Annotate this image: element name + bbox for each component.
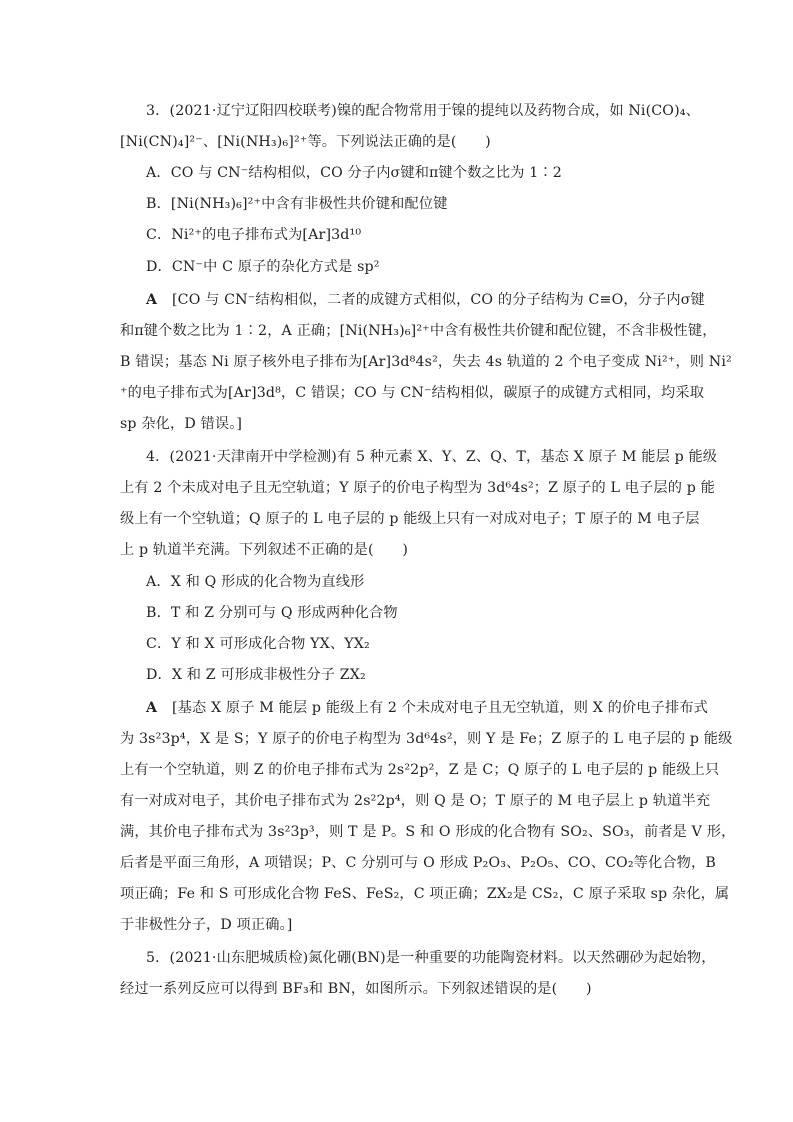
q4-stem-line-2: 上有 2 个未成对电子且无空轨道；Y 原子的价电子构型为 3d⁶4s²；Z 原子的 L 电子层的 p 能	[120, 480, 715, 496]
q3-option-b: B．[Ni(NH₃)₆]²⁺中含有非极性共价键和配位键	[146, 196, 448, 212]
q4-stem-line-3: 级上有一个空轨道；Q 原子的 L 电子层的 p 能级上只有一对成对电子；T 原子的 M 电子层	[120, 511, 700, 527]
q3-answer-letter: A	[146, 292, 158, 308]
q3-stem-line-1: 3．(2021·辽宁辽阳四校联考)镍的配合物常用于镍的提纯以及药物合成，如 Ni(CO)₄、	[146, 103, 700, 119]
q4-explanation-line-7: 项正确；Fe 和 S 可形成化合物 FeS、FeS₂，C 项正确；ZX₂是 CS₂，C 原子采取 sp 杂化，属	[120, 886, 730, 902]
q4-stem-line-1: 4．(2021·天津南开中学检测)有 5 种元素 X、Y、Z、Q、T，基态 X 原子 M 能层 p 能级	[146, 449, 718, 465]
q4-answer-letter: A	[146, 700, 158, 716]
q3-explanation-line-5: sp 杂化，D 错误。]	[120, 416, 243, 432]
q4-explanation-line-3: 上有一个空轨道，则 Z 的价电子排布式为 2s²2p²，Z 是 C；Q 原子的 L 电子层的 p 能级上只	[120, 762, 720, 778]
q4-option-c: C．Y 和 X 可形成化合物 YX、YX₂	[146, 636, 370, 652]
q3-option-a: A．CO 与 CN⁻结构相似，CO 分子内σ键和π键个数之比为 1∶2	[146, 165, 562, 181]
q4-option-b: B．T 和 Z 分别可与 Q 形成两种化合物	[146, 605, 398, 621]
q5-stem-line-1: 5．(2021·山东肥城质检)氮化硼(BN)是一种重要的功能陶瓷材料。以天然硼砂为起始物，	[146, 950, 716, 966]
q4-explanation-line-4: 有一对成对电子，其价电子排布式为 2s²2p⁴，则 Q 是 O；T 原子的 M 电子层上 p 轨道半充	[120, 793, 711, 809]
q4-explanation-line-6: 后者是平面三角形，A 项错误；P、C 分别可与 O 形成 P₂O₃、P₂O₅、CO、CO₂等化合物，B	[120, 855, 716, 871]
q5-stem-line-2: 经过一系列反应可以得到 BF₃和 BN，如图所示。下列叙述错误的是( )	[120, 981, 592, 997]
q3-explanation-line-1: [CO 与 CN⁻结构相似，二者的成键方式相似，CO 的分子结构为 C≡O，分子内σ键	[172, 292, 705, 308]
q4-explanation-line-2: 为 3s²3p⁴，X 是 S；Y 原子的价电子构型为 3d⁶4s²，则 Y 是 Fe；Z 原子的 L 电子层的 p 能级	[120, 731, 733, 747]
q4-explanation-line-8: 于非极性分子，D 项正确。]	[120, 917, 293, 933]
q4-explanation-line-5: 满，其价电子排布式为 3s²3p³，则 T 是 P。S 和 O 形成的化合物有 SO₂、SO₃，前者是 V 形，	[120, 824, 736, 840]
q3-explanation-line-4: ⁺的电子排布式为[Ar]3d⁸，C 错误；CO 与 CN⁻结构相似，碳原子的成键方式相同，均采取	[120, 385, 705, 401]
q3-option-c: C．Ni²⁺的电子排布式为[Ar]3d¹⁰	[146, 227, 362, 243]
q4-option-a: A．X 和 Q 形成的化合物为直线形	[146, 574, 365, 590]
q3-explanation-line-3: B 错误；基态 Ni 原子核外电子排布为[Ar]3d⁸4s²，失去 4s 轨道的 2 个电子变成 Ni²⁺，则 Ni²	[120, 354, 732, 370]
q3-stem-line-2: [Ni(CN)₄]²⁻、[Ni(NH₃)₆]²⁺等。下列说法正确的是( )	[120, 134, 491, 150]
q4-explanation-line-1: [基态 X 原子 M 能层 p 能级上有 2 个未成对电子且无空轨道，则 X 的价电子排布式	[172, 700, 708, 716]
q4-stem-line-4: 上 p 轨道半充满。下列叙述不正确的是( )	[120, 542, 408, 558]
q3-option-d: D．CN⁻中 C 原子的杂化方式是 sp²	[146, 259, 380, 275]
q4-option-d: D．X 和 Z 可形成非极性分子 ZX₂	[146, 667, 366, 683]
q3-explanation-line-2: 和π键个数之比为 1∶2，A 正确；[Ni(NH₃)₆]²⁺中含有极性共价键和配位键，不含非极性键，	[120, 323, 717, 339]
